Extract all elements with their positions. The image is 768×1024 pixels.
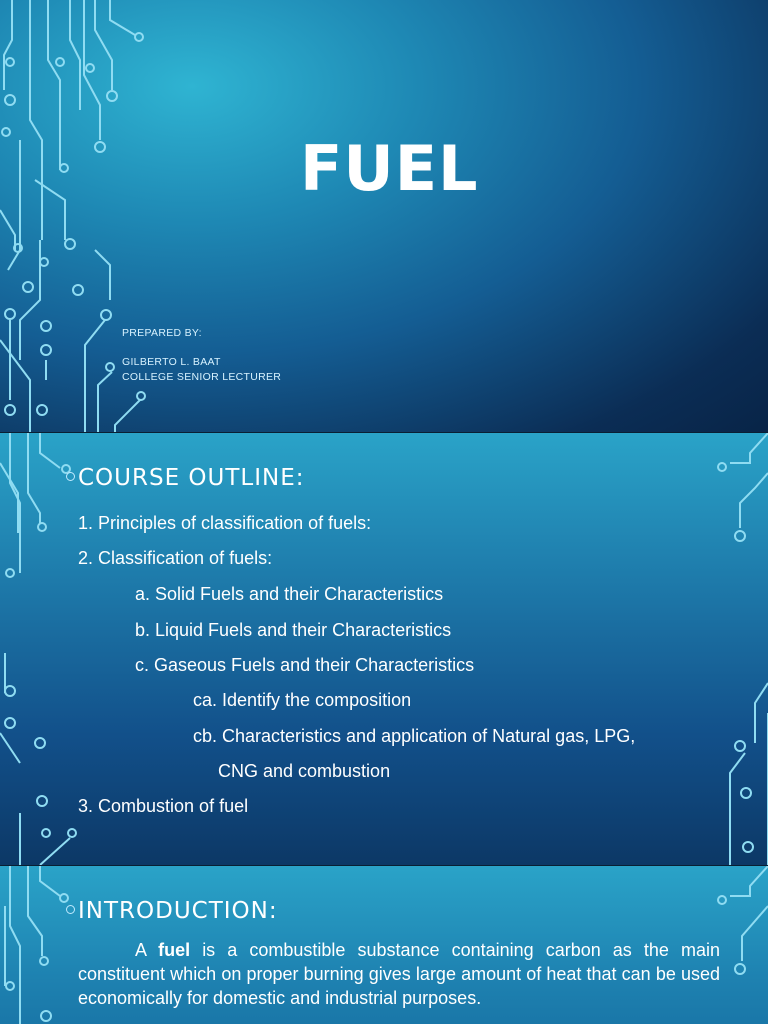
prepared-by-label: PREPARED BY: (122, 327, 202, 339)
circuit-decoration-icon (0, 433, 80, 865)
circuit-decoration-icon (700, 433, 768, 865)
course-outline-heading: COURSE OUTLINE: (78, 465, 305, 491)
outline-item: 3. Combustion of fuel (78, 796, 249, 816)
outline-item: 2. Classification of fuels: (78, 548, 273, 568)
introduction-paragraph (78, 938, 720, 1010)
outline-item: 1. Principles of classification of fuels: (78, 513, 372, 533)
outline-subitem: a. Solid Fuels and their Characteristics (135, 584, 444, 604)
outline-subitem: b. Liquid Fuels and their Characteristics (135, 620, 452, 640)
course-outline-slide (0, 433, 768, 865)
title-slide (0, 0, 768, 432)
slide-title: FUEL (300, 132, 479, 205)
author-name: GILBERTO L. BAAT (122, 356, 221, 368)
intro-article: A (135, 940, 147, 960)
intro-text: is a combustible substance containing carbon as the main constituent which on proper burning gives large amount of heat that can be used economically for domestic and industrial purposes. (78, 940, 720, 1008)
author-position: COLLEGE SENIOR LECTURER (122, 371, 282, 383)
circuit-decoration-icon (0, 866, 80, 1024)
intro-term: fuel (158, 940, 191, 960)
outline-subitem: c. Gaseous Fuels and their Characteristics (135, 655, 475, 675)
outline-subsubitem: ca. Identify the composition (193, 690, 412, 710)
outline-subsubitem: cb. Characteristics and application of Natural gas, LPG, (193, 726, 636, 746)
introduction-heading: INTRODUCTION: (78, 898, 278, 924)
outline-subsubitem-continued: CNG and combustion (218, 761, 391, 781)
